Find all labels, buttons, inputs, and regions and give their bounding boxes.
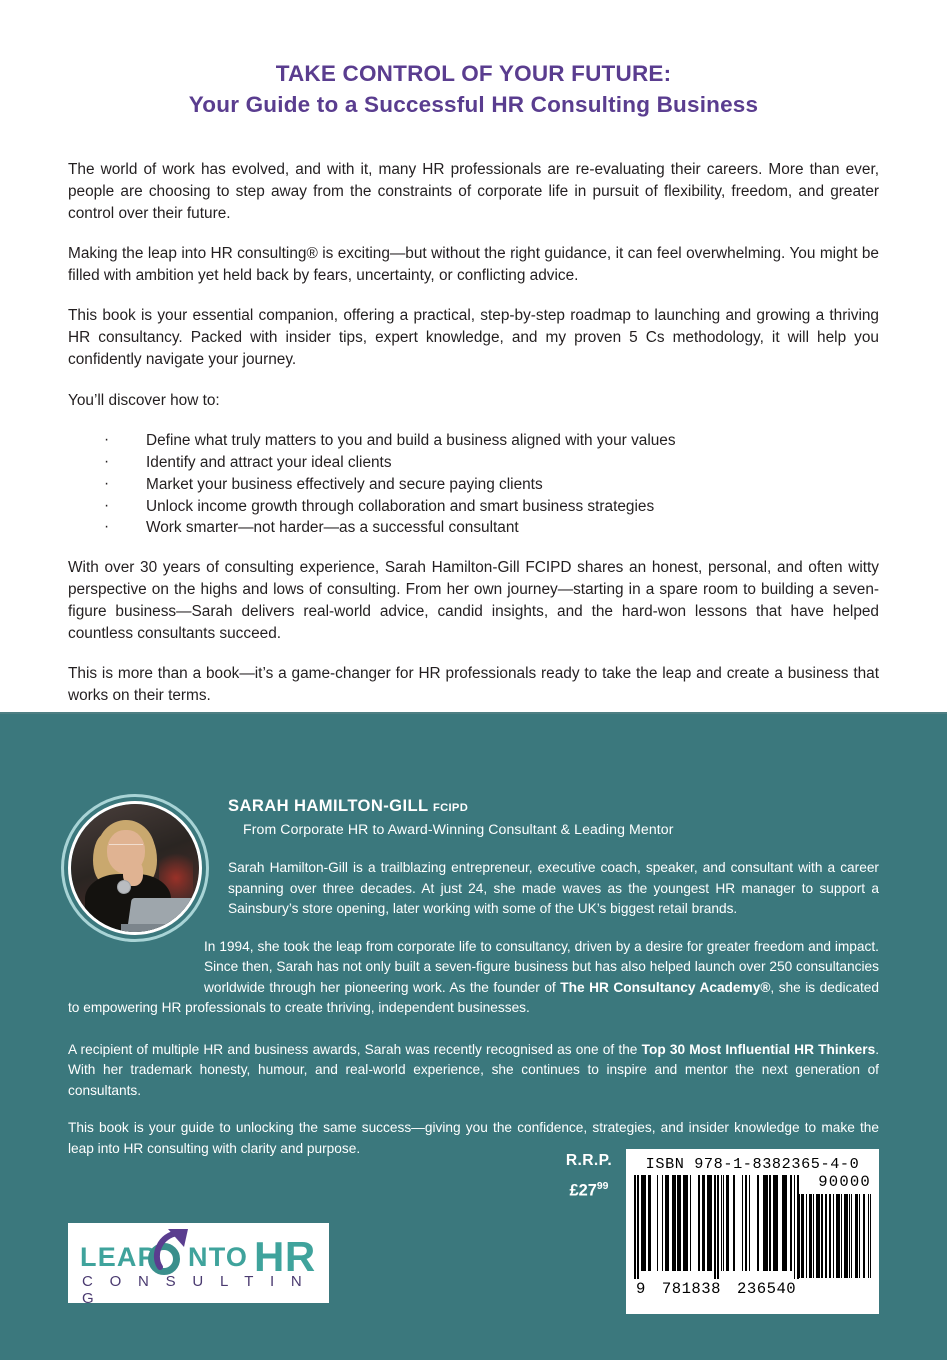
- author-block: [68, 798, 879, 1160]
- publisher-logo: [68, 1223, 329, 1307]
- list-item: · Market your business effectively and secure paying clients: [68, 474, 879, 496]
- list-item: · Identify and attract your ideal clients: [68, 452, 879, 474]
- blurb-paragraph-5: This is more than a book—it’s a game-changer for HR professionals ready to take the leap and create a business that works on their terms.: [68, 665, 879, 705]
- author-bio-paragraph-1: Sarah Hamilton-Gill is a trailblazing entrepreneur, executive coach, speaker, and consultant with a career spanning over three decades. At just 24, she made waves as the youngest HR manager to support a Sainsbury’s store opening, later working with some of the UK’s biggest retail brands.: [228, 860, 879, 917]
- ean-group-1: 781838: [661, 1280, 722, 1298]
- addon-bars: [799, 1194, 871, 1278]
- discover-list: [68, 430, 879, 539]
- isbn-barcode-panel: [626, 1149, 879, 1314]
- bio-3-text-a: A recipient of multiple HR and business awards, Sarah was recently recognised as one of the: [68, 1041, 642, 1057]
- list-item: · Work smarter—not harder—as a successful consultant: [68, 517, 879, 539]
- blurb-paragraph-1: The world of work has evolved, and with it, many HR professionals are re-evaluating their careers. More than ever, people are choosing to step away from the constraints of corporate life in pursuit of flexibility, freedom, and greater control over their future.: [68, 161, 879, 222]
- list-item: · Define what truly matters to you and build a business aligned with your values: [68, 430, 879, 452]
- author-bio-paragraph-2: [68, 937, 879, 1019]
- photo-text-wrap-spacer: [68, 937, 204, 979]
- rrp-label: R.R.P.: [565, 1152, 613, 1169]
- barcode-addon: [799, 1175, 871, 1279]
- barcode-bars-row: [634, 1175, 871, 1279]
- blurb-body: [68, 159, 879, 747]
- logo-word-consulting: C O N S U L T I N G: [82, 1273, 309, 1307]
- rrp-price: [556, 1181, 622, 1200]
- author-section: [0, 712, 947, 1360]
- ean-digits-row: [634, 1280, 871, 1298]
- list-item: · Unlock income growth through collaboration and smart business strategies: [68, 496, 879, 518]
- addon-digits: 90000: [818, 1173, 871, 1191]
- price-whole: 27: [578, 1181, 597, 1200]
- rrp-block: [556, 1152, 622, 1200]
- blurb-paragraph-3: This book is your essential companion, offering a practical, step-by-step roadmap to launching and growing a thriving HR consultancy. Packed with insider tips, expert knowledge, and my proven 5 Cs methodology, it will help you confidently navigate your journey.: [68, 307, 879, 369]
- section-divider: [0, 712, 947, 714]
- avatar: [68, 801, 202, 935]
- bio-3-bold: Top 30 Most Influential HR Thinkers: [641, 1041, 876, 1057]
- cover-title: [68, 0, 879, 120]
- blurb-paragraph-2: Making the leap into HR consulting® is exciting—but without the right guidance, it can feel overwhelming. You might be filled with ambition yet held back by fears, uncertainty, or conflicting advice.: [68, 245, 879, 285]
- title-line-2: Your Guide to a Successful HR Consulting Business: [188, 92, 759, 118]
- blurb-paragraph-4: With over 30 years of consulting experience, Sarah Hamilton-Gill FCIPD shares an honest, personal, and often witty perspective on the highs and lows of consulting. From her own journey—starting in a spare room to building a seven-figure business—Sarah delivers real-world advice, candid insights, and the hard-won lessons that have helped countless consultants succeed.: [68, 559, 879, 642]
- price-cents: 99: [596, 1181, 609, 1192]
- author-bio-paragraph-4: This book is your guide to unlocking the same success—giving you the confidence, strategies, and insider knowledge to make the leap into HR consulting with clarity and purpose.: [68, 1120, 879, 1157]
- bio-3-text-b: . With her trademark honesty, humour, and real-world experience, she continues to inspire and mentor the next generation of consultants.: [68, 1041, 879, 1098]
- author-name-row: [228, 798, 879, 815]
- ean-group-2: 236540: [737, 1280, 797, 1298]
- author-bio-rest: [68, 1040, 879, 1160]
- ean13-barcode: [634, 1175, 799, 1279]
- ean-first-digit: 9: [636, 1280, 646, 1298]
- logo-word-leap: LEAP: [80, 1242, 157, 1272]
- isbn-number-text: ISBN 978-1-8382365-4-0: [645, 1155, 860, 1173]
- bio-2-text-a: In 1994, she took the leap from corporate life to consultancy, driven by a desire for greater freedom and impact. Since then, Sarah has not only built a seven-figure business but has also helped launch over 250 consultancies worldwide through her pioneering work. As the founder of: [204, 938, 879, 995]
- logo-word-hr: HR: [254, 1233, 316, 1280]
- author-bio-paragraph-3: [68, 1040, 879, 1102]
- currency-symbol: £: [569, 1181, 579, 1200]
- bio-2-text-b: , she is dedicated to empowering HR professionals to create thriving, independent businesses.: [68, 979, 880, 1016]
- bio-2-bold: The HR Consultancy Academy®: [560, 979, 771, 995]
- logo-word-into: NTO: [188, 1242, 249, 1272]
- title-line-1: TAKE CONTROL OF YOUR FUTURE:: [275, 61, 672, 86]
- discover-intro: You’ll discover how to:: [68, 391, 220, 409]
- author-tagline: From Corporate HR to Award-Winning Consultant & Leading Mentor: [243, 821, 674, 837]
- author-credentials: FCIPD: [433, 802, 469, 814]
- author-name: SARAH HAMILTON-GILL: [228, 796, 429, 815]
- author-portrait-image: [71, 804, 199, 932]
